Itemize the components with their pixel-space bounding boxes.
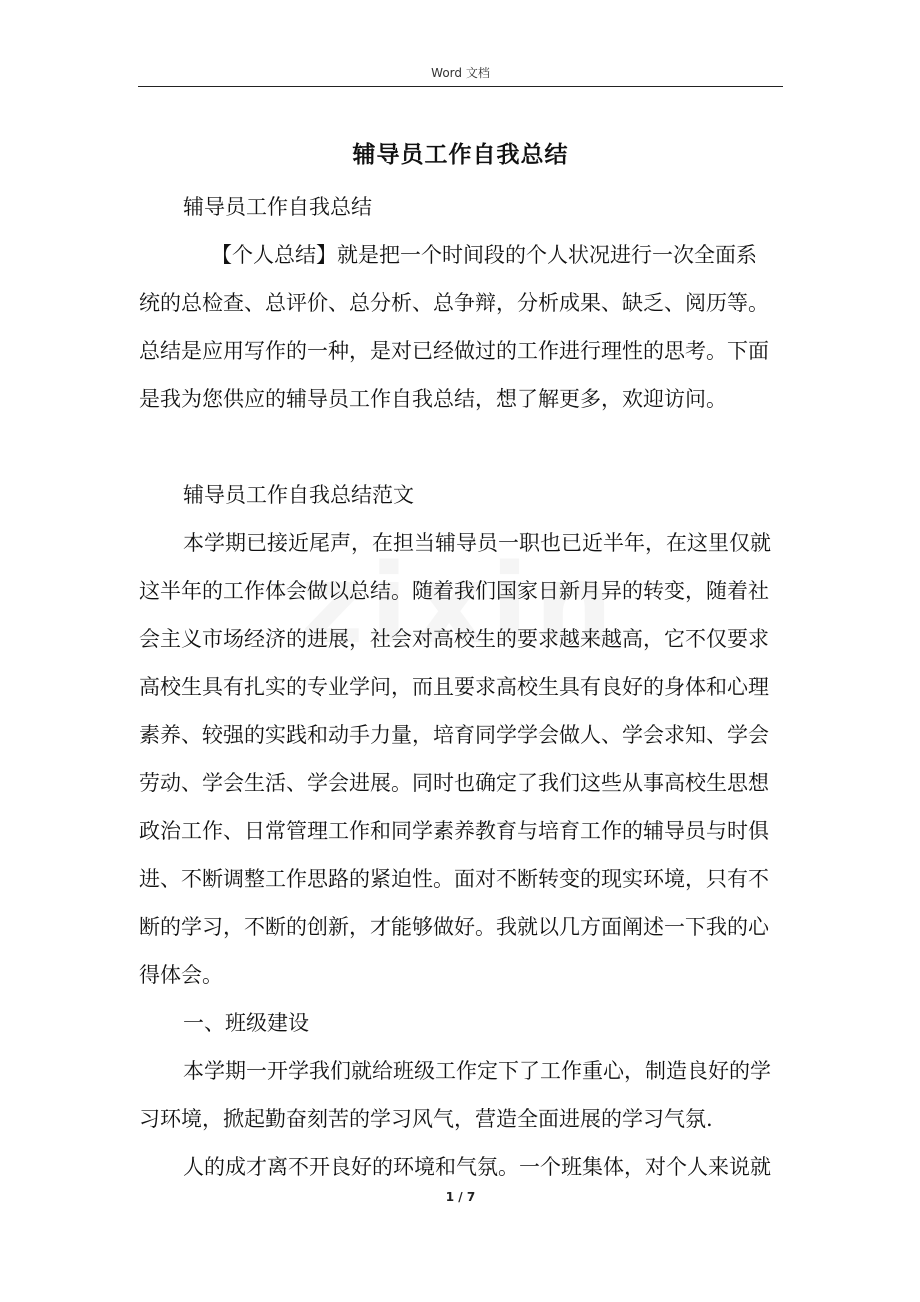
paragraph-line: 本学期已接近尾声，在担当辅导员一职也已近半年，在这里仅就 [183,531,771,555]
paragraph-line: 习环境，掀起勤奋刻苦的学习风气，营造全面进展的学习气氛. [139,1107,713,1131]
paragraph-line: 【个人总结】就是把一个时间段的个人状况进行一次全面系 [211,243,757,267]
paragraph-line: 进、不断调整工作思路的紧迫性。面对不断转变的现实环境，只有不 [139,867,769,891]
paragraph-line: 总结是应用写作的一种，是对已经做过的工作进行理性的思考。下面 [139,339,769,363]
paragraph-line: 素养、较强的实践和动手力量，培育同学学会做人、学会求知、学会 [139,723,769,747]
paragraph-line: 本学期一开学我们就给班级工作定下了工作重心，制造良好的学 [183,1059,771,1083]
paragraph-line: 是我为您供应的辅导员工作自我总结，想了解更多，欢迎访问。 [139,387,727,411]
paragraph-line: 人的成才离不开良好的环境和气氛。一个班集体，对个人来说就 [183,1155,771,1179]
paragraph-line: 统的总检查、总评价、总分析、总争辩，分析成果、缺乏、阅历等。 [139,291,769,315]
section-heading: 一、班级建设 [183,1011,309,1035]
paragraph-line: 高校生具有扎实的专业学问，而且要求高校生具有良好的身体和心理 [139,675,769,699]
page-header [138,62,783,87]
paragraph-line: 得体会。 [139,963,223,987]
paragraph-line: 断的学习，不断的创新，才能够做好。我就以几方面阐述一下我的心 [139,915,769,939]
document-title: 辅导员工作自我总结 [352,141,569,168]
paragraph-line: 会主义市场经济的进展，社会对高校生的要求越来越高，它不仅要求 [139,627,769,651]
paragraph-line: 这半年的工作体会做以总结。随着我们国家日新月异的转变，随着社 [139,579,769,603]
section-heading: 辅导员工作自我总结范文 [183,483,414,507]
paragraph-line: 政治工作、日常管理工作和同学素养教育与培育工作的辅导员与时俱 [139,819,769,843]
subtitle-line: 辅导员工作自我总结 [183,195,372,219]
paragraph-line: 劳动、学会生活、学会进展。同时也确定了我们这些从事高校生思想 [139,771,769,795]
page-number: 1 / 7 [445,1190,476,1204]
header-label: Word 文档 [431,66,490,80]
